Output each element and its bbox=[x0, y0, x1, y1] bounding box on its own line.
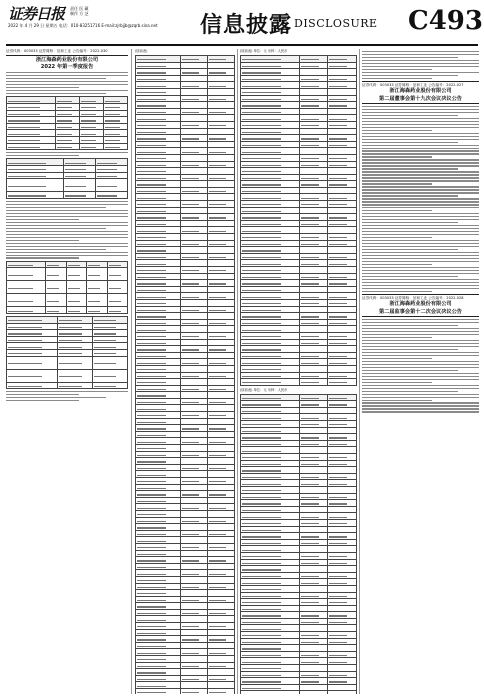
masthead-rule bbox=[6, 44, 478, 46]
column-announcements bbox=[362, 49, 479, 694]
balance-sheet-table bbox=[135, 55, 235, 694]
producer-line: 制作 方 芝 bbox=[70, 11, 89, 16]
newspaper-logo: 证券日报 bbox=[8, 5, 65, 23]
shareholder-table bbox=[6, 316, 128, 389]
editor-line: 责任 医 藏 bbox=[70, 6, 89, 11]
income-statement-table bbox=[240, 55, 357, 386]
divider bbox=[362, 294, 479, 295]
table-caption: (续前表) 单位：元 币种：人民币 bbox=[240, 387, 288, 392]
column-divider bbox=[237, 49, 238, 694]
section-title-cn: 信息披露 bbox=[200, 12, 293, 38]
shareholder-table bbox=[6, 261, 128, 314]
divider bbox=[362, 103, 479, 104]
announcement-title: 第二届监事会第十二次会议决议公告 bbox=[378, 308, 462, 315]
announcement-header: 证券代码：003033 证券简称：征和工业 公告编号：2022-030 bbox=[6, 49, 108, 53]
masthead bbox=[0, 0, 484, 46]
company-name: 浙江海森药业股份有限公司 bbox=[35, 56, 99, 63]
financial-table bbox=[6, 96, 128, 150]
announcement-title: 第二届董事会第十九次会议决议公告 bbox=[378, 95, 462, 102]
announcement-body bbox=[362, 106, 479, 292]
column-divider bbox=[359, 49, 360, 694]
company-name: 浙江海森药业股份有限公司 bbox=[389, 88, 452, 95]
page-number: C493 bbox=[408, 6, 483, 36]
announcement-header: 证券代码：003033 证券简称：征和工业 公告编号：2022-028 bbox=[362, 295, 464, 300]
report-title: 2022 年第一季度报告 bbox=[40, 64, 94, 70]
table-caption: (续前表) 单位：元 币种：人民币 bbox=[240, 49, 288, 53]
column-divider bbox=[131, 49, 132, 694]
column-quarterly-report bbox=[6, 49, 128, 694]
section-title-en: DISCLOSURE bbox=[294, 17, 378, 30]
column-income-cashflow bbox=[240, 49, 357, 694]
financial-table bbox=[6, 158, 128, 198]
editor-credits bbox=[70, 6, 89, 16]
column-balance-sheet bbox=[135, 49, 235, 694]
divider bbox=[362, 316, 479, 317]
cash-flow-table bbox=[240, 394, 357, 694]
announcement-header: 证券代码：003033 证券简称：征和工业 公告编号：2022-027 bbox=[362, 82, 464, 87]
announcement-body bbox=[362, 319, 479, 413]
report-body bbox=[6, 72, 128, 94]
dateline: 2022 年 4 月 29 日 星期五 电话：010-83251716 E-mail:zjrbjjb@zqrb.sina.net bbox=[8, 23, 158, 28]
company-name: 浙江海森药业股份有限公司 bbox=[389, 301, 452, 308]
divider bbox=[6, 55, 128, 56]
table-caption: (续前表) bbox=[135, 49, 148, 53]
divider bbox=[362, 81, 479, 82]
